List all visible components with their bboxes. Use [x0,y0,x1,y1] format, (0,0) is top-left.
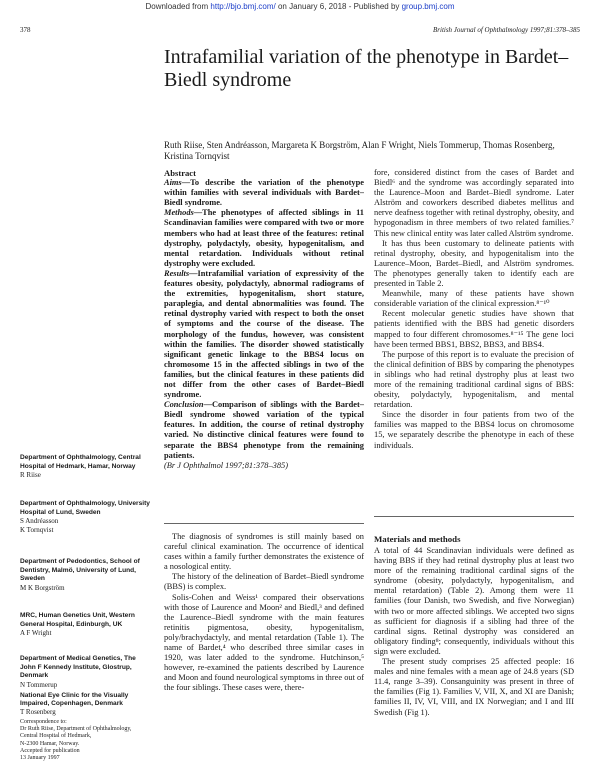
article-authors: Ruth Riise, Sten Andréasson, Margareta K Borgström, Alan F Wright, Niels Tommerup, Thomas Rosenberg, Kristina Tornqvist [164,140,555,161]
download-banner [0,2,600,11]
acceptance-date: 13 January 1997 [20,755,60,762]
affiliation-4 [20,612,150,638]
article-title: Intrafamilial variation of the phenotype in Bardet–Biedl syndrome [164,46,569,91]
abstract-conclusion [164,400,364,461]
body-paragraph: Solis-Cohen and Weiss¹ compared their observations with those of Laurence and Moon² and Biedl,³ and defined the Laurence–Biedl syndrome with the main features retinitis pigmentosa, obesity, hypogenitalism, poly/brachydactyly, and mental retardation (Table 1). The name of Bardet,⁴ who described three similar cases in 1920, was later added to the syndrome. Hutchinson,⁵ however, re-examined the patients described by Laurence and Moon and found neurological symptoms in three out of the four siblings. These cases were, there- [164,592,364,693]
body-paragraph: Recent molecular genetic studies have shown that patients identified with the BBS had genetic disorders mapped to four different chromosomes.⁸⁻¹⁵ The gene loci have been termed BBS1, BBS2, BBS3, and BBS4. [374,309,574,349]
affiliation-3 [20,558,150,592]
abstract-citation: (Br J Ophthalmol 1997;81:378–385) [164,460,288,470]
affiliation-name: N Tommerup [20,680,58,689]
download-prefix: Downloaded from [145,2,211,11]
correspondence-block [20,692,150,748]
affiliation-name: R Riise [20,471,41,480]
body-paragraph: The history of the delineation of Bardet–Biedl syndrome (BBS) is complex. [164,572,364,592]
affiliation-5 [20,655,150,689]
affiliation-6-dept: National Eye Clinic for the Visually Impaired, Copenhagen, Denmark [20,692,129,707]
abstract-results [164,269,364,400]
body-paragraph: The diagnosis of syndromes is still mainly based on careful clinical examination. The occurrence of identical cases within a family further demonstrates the existence of a nosological entity. [164,532,364,572]
body-paragraph: Since the disorder in four patients from two of the families was mapped to the BBS4 locus on chromosome 15, we separately describe the phenotype in each of these individuals. [374,410,574,450]
methods-paragraph: The present study comprises 25 affected people: 16 males and nine females with a mean age of 24.8 years (SD 11.4, range 3–39). Consanguinity was present in three of the families (Fig 1). Families V, VII, X, and XI are Danish; families II, IV, VI, VIII, and IX Norwegian; and I and III Swedish (Fig 1). [374,657,574,717]
acceptance-label: Accepted for publication [20,748,80,754]
affiliation-name: S Andréasson [20,517,59,526]
correspondence-label: Correspondence to: [20,719,67,725]
download-url-link[interactable]: http://bjo.bmj.com/ [210,2,276,11]
abstract-divider [164,523,364,524]
abstract-heading: Abstract [164,168,196,178]
abstract [164,168,364,471]
methods-text: —The phenotypes of affected siblings in 11 Scandinavian families were compared with two or more members who had at least three of the features: retinal dystrophy, polydactyly, obesity, hypogenitalism, and mental retardation. Individuals without retinal dystrophy were excluded. [164,208,364,268]
page-number: 378 [20,26,31,34]
conclusion-text: —Comparison of siblings with the Bardet–Biedl syndrome showed variation of the typical features. In addition, the course of retinal dystrophy varied. No distinctive clinical features were found to separate the BBS4 phenotype from the remaining patients. [164,400,364,460]
results-label: Results [164,268,190,278]
affiliation-name: K Tornqvist [20,525,54,534]
affiliation-1 [20,454,150,480]
body-paragraph: fore, considered distinct from the cases of Bardet and Biedl⁶ and the syndrome was accordingly separated into the Laurence–Moon and Bardet–Biedl syndrome. Later Alström and coworkers described diabetes mellitus and nerve deafness together with retinal dystrophy, obesity, and hypogonadism in three members of two related families.⁷ This new clinical entity was later called Alström syndrome. [374,168,574,238]
abstract-aims [164,178,364,208]
methods-heading: Materials and methods [374,534,461,544]
affiliation-dept: Department of Medical Genetics, The John F Kennedy Institute, Glostrup, Denmark [20,655,136,680]
conclusion-label: Conclusion [164,400,204,410]
methods-paragraph: A total of 44 Scandinavian individuals were defined as having BBS if they had retinal dystrophy plus at least two more of the remaining traditional cardinal signs of the syndrome (obesity, polydactyly, hypogenitalism, and mental retardation) (Table 2). Among them were 11 families (four Danish, two Swedish, and five Norwegian) with two or more affected siblings. We accepted two signs as sufficient for diagnosis if a sibling had three of the cardinal signs. Retinal dystrophy was considered an obligatory finding⁸; consequently, individuals without this sign were excluded. [374,546,574,656]
body-paragraph: It has thus been customary to delineate patients with retinal dystrophy, obesity, and hypogenitalism into the Laurence–Moon, Bardet–Biedl, and Alström syndromes. The phenotypes generally taken to identify each are presented in Table 2. [374,238,574,289]
body-paragraph: Meanwhile, many of these patients have shown considerable variation of the clinical expression.⁸⁻¹⁰ [374,289,574,309]
affiliation-name: M K Borgström [20,583,65,592]
affiliation-dept: Department of Ophthalmology, Central Hospital of Hedmark, Hamar, Norway [20,454,141,470]
methods-label: Methods [164,208,194,218]
section-divider [374,516,574,517]
download-site-link[interactable]: group.bmj.com [401,2,455,11]
correspondence-line: Dr Ruth Riise, Department of Ophthalmology, Central Hospital of Hedmark, [20,726,132,740]
affiliation-6-name: T Rosenberg [20,708,56,716]
body-left-column [164,532,364,694]
body-paragraph: The purpose of this report is to evaluate the precision of the clinical definition of BBS by comparing the phenotypes in siblings who had retinal dystrophy plus at least two more of the remaining traditional cardinal signs of BBS: obesity, polydactyly, hypogenitalism, and mental retardation. [374,349,574,410]
acceptance-block [20,748,150,762]
results-text: —Intrafamilial variation of expressivity of the features obesity, polydactyly, abnormal radiograms of the extremities, hypogenitalism, short stature, paraplegia, and dental abnormalities was found. The retinal dystrophy varied with respect to both the onset of symptoms and the course of the disease. The morphology of the fundus, however, was consistent within the families. The disorder showed statistically significant genetic linkage to the BBS4 locus on chromosome 15 in the affected siblings in two of the families, but the clinical features in these patients did not differ from the other cases of Bardet–Biedl syndrome. [164,268,364,400]
affiliation-name: A F Wright [20,629,52,638]
methods-body [374,546,574,718]
affiliation-dept: MRC, Human Genetics Unit, Western General Hospital, Edinburgh, UK [20,612,135,628]
affiliation-dept: Department of Pedodontics, School of Dentistry, Malmö, University of Lund, Sweden [20,558,140,583]
aims-label: Aims [164,178,182,188]
abstract-methods [164,208,364,269]
body-right-column [374,168,574,451]
affiliation-dept: Department of Ophthalmology, University Hospital of Lund, Sweden [20,500,150,516]
correspondence-line: N-2300 Hamar, Norway. [20,740,80,747]
download-middle: on January 6, 2018 - Published by [275,2,402,11]
journal-reference: British Journal of Ophthalmology 1997;81:378–385 [433,26,580,34]
affiliation-2 [20,500,150,534]
aims-text: —To describe the variation of the phenotype within families with several individuals with Bardet–Biedl syndrome. [164,178,364,208]
